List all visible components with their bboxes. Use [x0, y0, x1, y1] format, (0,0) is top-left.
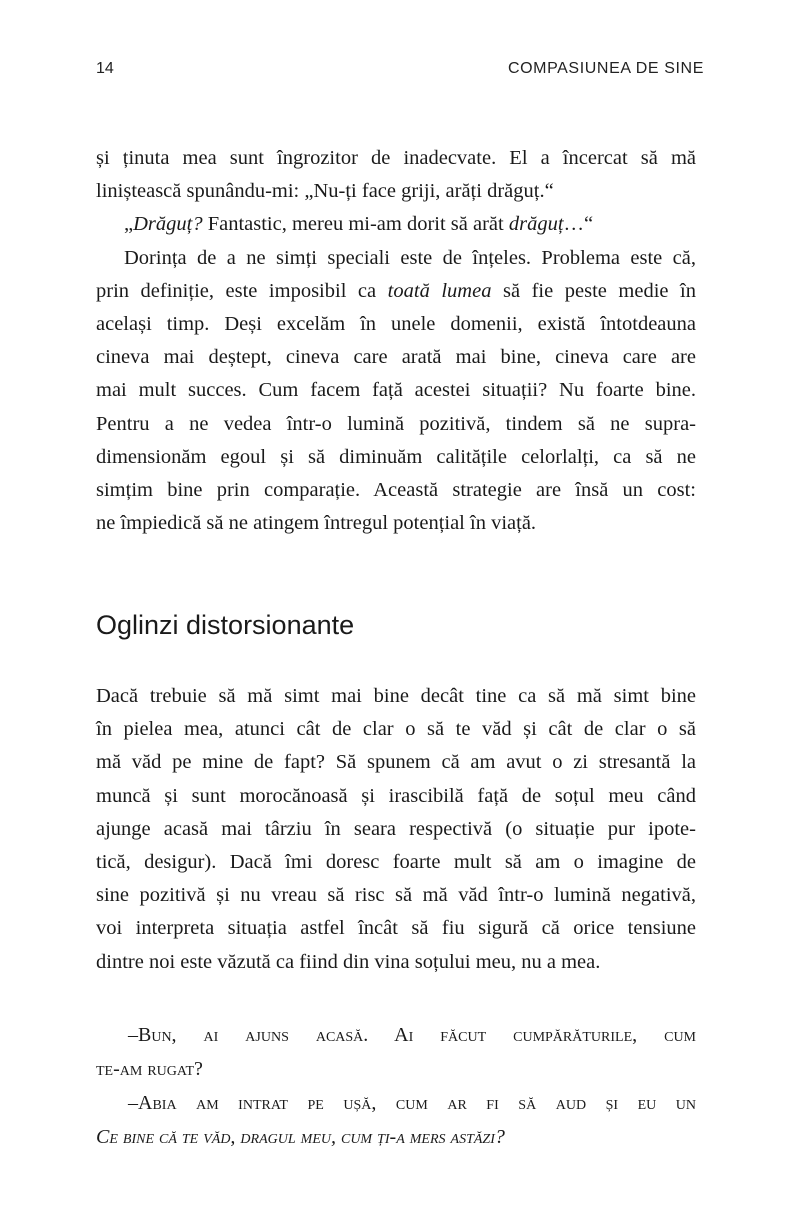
- text-line: [96, 275, 696, 308]
- section-heading: Oglinzi distorsionante: [96, 610, 355, 640]
- text-line: ne împiedică să ne atingem întregul potențial în viață.: [96, 512, 537, 535]
- dialogue-block: [96, 1018, 696, 1154]
- text-line: voi interpreta situația astfel încât să fiu sigură că orice tensiune: [96, 917, 696, 940]
- text-span: să fie peste medie în: [491, 279, 696, 302]
- text-line: și ținuta mea sunt îngrozitor de inadecvate. El a încercat să mă: [96, 147, 696, 169]
- dialogue-line: Ce bine că te văd, dragul meu, cum ți-a mers astăzi?: [96, 1126, 505, 1148]
- text-line: ajunge acasă mai târziu în seara respectivă (o situație pur ipote-: [96, 817, 696, 840]
- quote-mark: …“: [563, 213, 594, 236]
- text-line: mă văd pe mine de fapt? Să spunem că am avut o zi stresantă la: [96, 751, 696, 774]
- text-line: dimensionăm egoul și să diminuăm calitățile celorlalți, ca să ne: [96, 445, 696, 468]
- text-line: mai mult succes. Cum facem față acestei situații? Nu foarte bine.: [96, 379, 696, 402]
- text-line: Pentru a ne vedea într-o lumină pozitivă, tindem să ne supra-: [96, 412, 696, 435]
- dialogue-line: –Bun, ai ajuns acasă. Ai făcut cumpărăturile, cum: [128, 1024, 696, 1046]
- italic-word: drăguț: [508, 213, 564, 236]
- text-line: tică, desigur). Dacă îmi doresc foarte mult să am o imagine de: [96, 851, 696, 874]
- text-line: cineva mai deștept, cineva care arată mai bine, cineva care are: [96, 346, 696, 369]
- page-number: 14: [96, 60, 114, 77]
- text-block-section: [96, 680, 696, 979]
- text-block-intro: [96, 142, 696, 540]
- text-line: Dacă trebuie să mă simt mai bine decât tine ca să mă simt bine: [96, 685, 696, 707]
- text-span: prin definiție, este imposibil ca: [96, 279, 388, 302]
- italic-word: Drăguț?: [133, 213, 203, 236]
- quote-line: [96, 208, 696, 241]
- text-line: același timp. Deși excelăm în unele domenii, există întotdeauna: [96, 313, 696, 336]
- running-head: COMPASIUNEA DE SINE: [507, 60, 704, 77]
- italic-phrase: toată lumea: [387, 279, 492, 302]
- quote-mark: „: [124, 213, 134, 236]
- dialogue-line: te-am rugat?: [96, 1058, 203, 1080]
- page-header: [96, 60, 704, 84]
- text-line: liniștească spunându-mi: „Nu-ți face griji, arăți drăguț.“: [96, 180, 554, 203]
- text-span: Fantastic, mereu mi-am dorit să arăt: [202, 213, 509, 236]
- text-line: muncă și sunt morocănoasă și irascibilă față de soțul meu când: [96, 784, 696, 807]
- text-line: în pielea mea, atunci cât de clar o să te văd și cât de clar o să: [96, 718, 696, 741]
- dialogue-line: –Abia am intrat pe ușă, cum ar fi să aud și eu un: [128, 1092, 696, 1114]
- text-line: dintre noi este văzută ca fiind din vina soțului meu, nu a mea.: [96, 950, 601, 973]
- text-line: simțim bine prin comparație. Această strategie are însă un cost:: [96, 479, 696, 502]
- text-line: Dorința de a ne simți speciali este de înțeles. Problema este că,: [124, 246, 696, 269]
- text-line: sine pozitivă și nu vreau să risc să mă văd într-o lumină negativă,: [96, 884, 696, 907]
